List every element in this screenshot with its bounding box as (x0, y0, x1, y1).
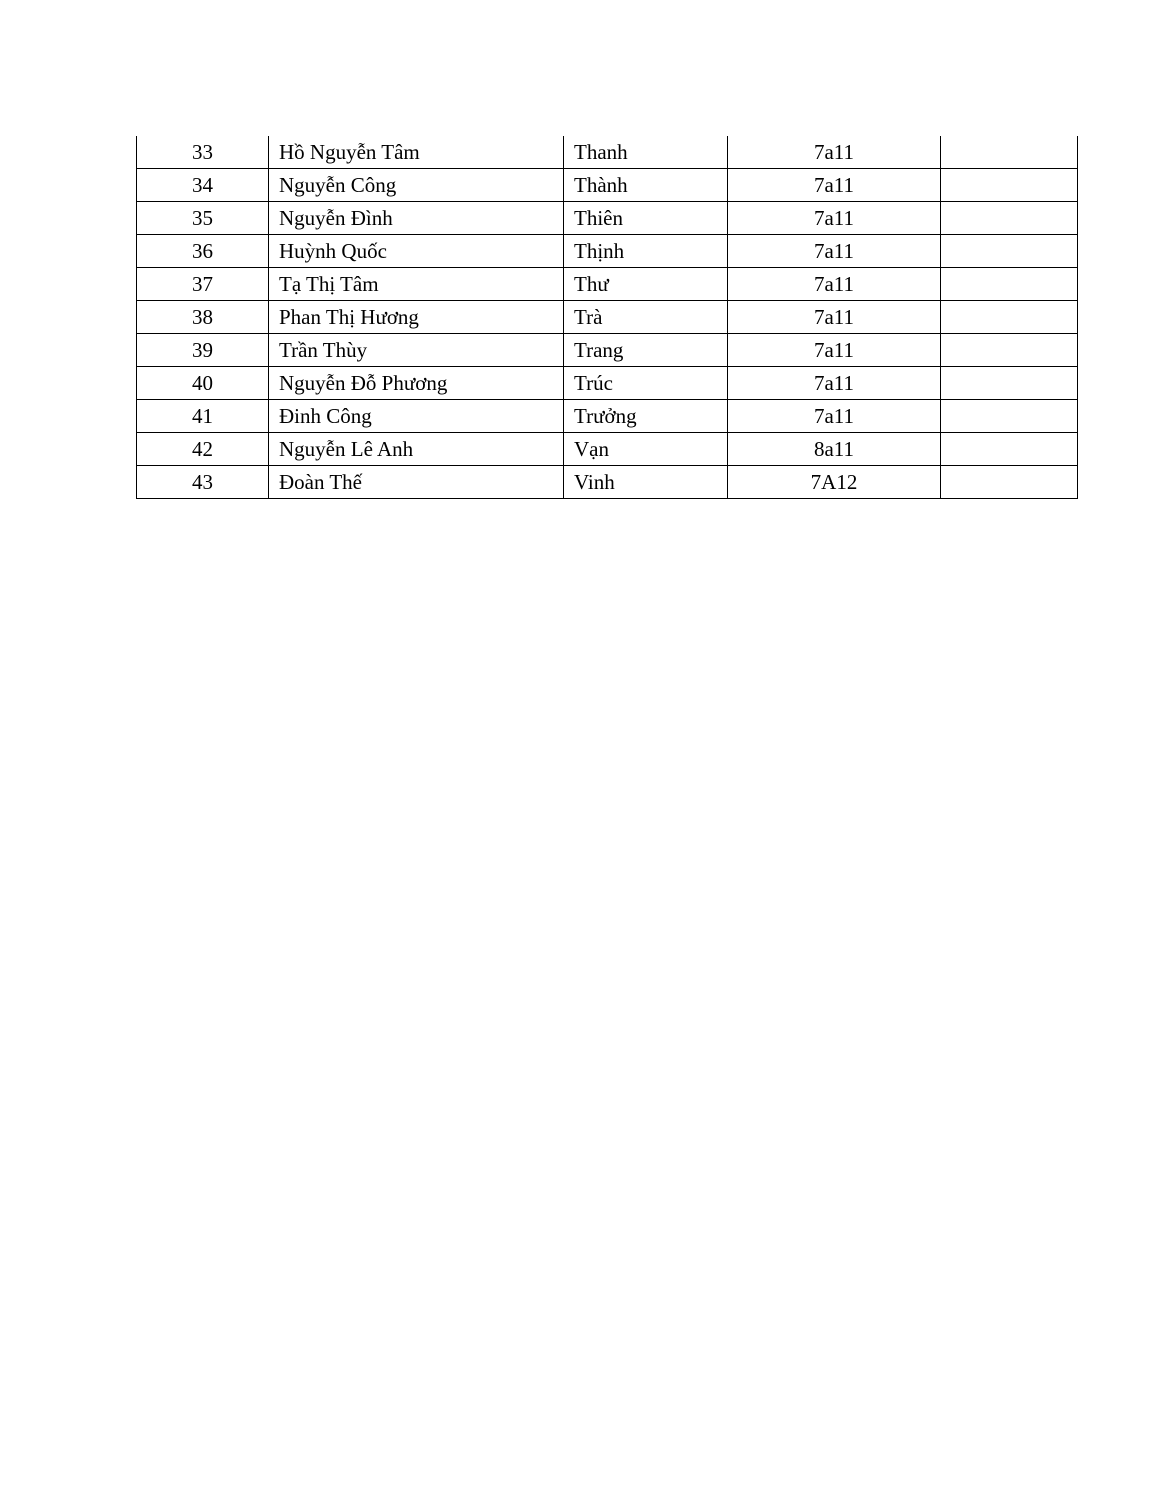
note-cell (941, 268, 1078, 301)
table-row (137, 169, 1078, 202)
class-name: 7a11 (728, 301, 941, 334)
class-name: 7A12 (728, 466, 941, 499)
first-name: Trà (564, 301, 728, 334)
table-row (137, 466, 1078, 499)
note-cell (941, 367, 1078, 400)
last-middle-name: Hồ Nguyễn Tâm (269, 136, 564, 169)
note-cell (941, 334, 1078, 367)
last-middle-name: Đinh Công (269, 400, 564, 433)
student-roster-table (136, 136, 1078, 499)
last-middle-name: Trần Thùy (269, 334, 564, 367)
first-name: Trưởng (564, 400, 728, 433)
table-row (137, 367, 1078, 400)
class-name: 8a11 (728, 433, 941, 466)
class-name: 7a11 (728, 169, 941, 202)
row-number: 34 (137, 169, 269, 202)
row-number: 39 (137, 334, 269, 367)
last-middle-name: Nguyễn Công (269, 169, 564, 202)
row-number: 33 (137, 136, 269, 169)
note-cell (941, 400, 1078, 433)
class-name: 7a11 (728, 235, 941, 268)
note-cell (941, 202, 1078, 235)
note-cell (941, 301, 1078, 334)
roster-body (137, 136, 1078, 499)
first-name: Trúc (564, 367, 728, 400)
first-name: Trang (564, 334, 728, 367)
class-name: 7a11 (728, 202, 941, 235)
note-cell (941, 169, 1078, 202)
class-name: 7a11 (728, 268, 941, 301)
note-cell (941, 466, 1078, 499)
first-name: Thanh (564, 136, 728, 169)
row-number: 37 (137, 268, 269, 301)
class-name: 7a11 (728, 334, 941, 367)
class-name: 7a11 (728, 367, 941, 400)
first-name: Thư (564, 268, 728, 301)
table-row (137, 136, 1078, 169)
last-middle-name: Đoàn Thế (269, 466, 564, 499)
note-cell (941, 235, 1078, 268)
last-middle-name: Nguyễn Đình (269, 202, 564, 235)
table-row (137, 202, 1078, 235)
row-number: 36 (137, 235, 269, 268)
last-middle-name: Nguyễn Đỗ Phương (269, 367, 564, 400)
class-name: 7a11 (728, 136, 941, 169)
table-row (137, 400, 1078, 433)
first-name: Vinh (564, 466, 728, 499)
row-number: 35 (137, 202, 269, 235)
note-cell (941, 136, 1078, 169)
last-middle-name: Nguyễn Lê Anh (269, 433, 564, 466)
row-number: 43 (137, 466, 269, 499)
table-row (137, 268, 1078, 301)
row-number: 40 (137, 367, 269, 400)
row-number: 42 (137, 433, 269, 466)
table-row (137, 334, 1078, 367)
table-row (137, 301, 1078, 334)
first-name: Vạn (564, 433, 728, 466)
class-name: 7a11 (728, 400, 941, 433)
first-name: Thiên (564, 202, 728, 235)
first-name: Thịnh (564, 235, 728, 268)
table-row (137, 235, 1078, 268)
first-name: Thành (564, 169, 728, 202)
row-number: 41 (137, 400, 269, 433)
note-cell (941, 433, 1078, 466)
last-middle-name: Phan Thị Hương (269, 301, 564, 334)
table-row (137, 433, 1078, 466)
row-number: 38 (137, 301, 269, 334)
last-middle-name: Huỳnh Quốc (269, 235, 564, 268)
last-middle-name: Tạ Thị Tâm (269, 268, 564, 301)
